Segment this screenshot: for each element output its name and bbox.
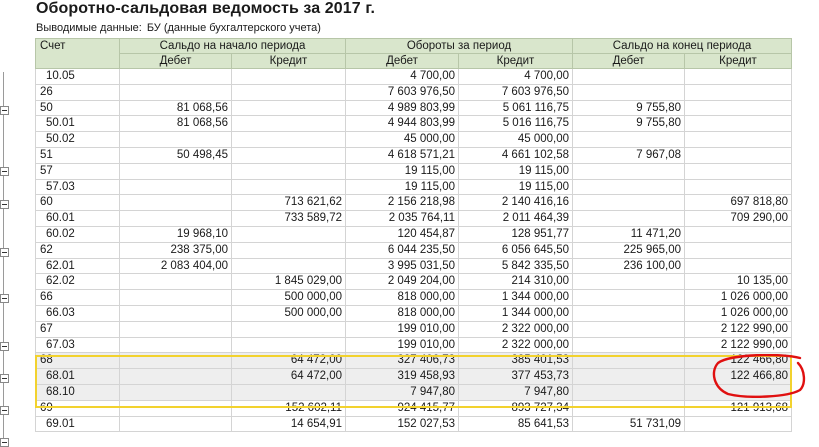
- closing-debit-cell[interactable]: 225 965,00: [573, 243, 685, 259]
- account-cell[interactable]: 57.03: [35, 180, 120, 196]
- turnover-credit-cell[interactable]: 4 661 102,58: [459, 148, 573, 164]
- opening-debit-cell[interactable]: [120, 338, 232, 354]
- opening-debit-cell[interactable]: 81 068,56: [120, 101, 232, 117]
- opening-credit-cell[interactable]: [232, 116, 346, 132]
- turnover-credit-cell[interactable]: 2 011 464,39: [459, 211, 573, 227]
- table-row[interactable]: [35, 417, 792, 433]
- table-row[interactable]: [35, 322, 792, 338]
- closing-credit-cell[interactable]: [685, 243, 792, 259]
- closing-credit-cell[interactable]: [685, 164, 792, 180]
- closing-debit-cell[interactable]: 236 100,00: [573, 259, 685, 275]
- closing-credit-cell[interactable]: [685, 417, 792, 433]
- collapse-60-icon[interactable]: [0, 248, 9, 257]
- closing-credit-cell[interactable]: 697 818,80: [685, 195, 792, 211]
- col-opening-debit-header[interactable]: Дебет: [120, 54, 232, 69]
- table-row[interactable]: [35, 243, 792, 259]
- col-opening-balance-header[interactable]: Сальдо на начало периода: [120, 38, 346, 54]
- turnover-credit-cell[interactable]: 2 322 000,00: [459, 322, 573, 338]
- account-cell[interactable]: 69: [35, 401, 120, 417]
- turnover-credit-cell[interactable]: 5 061 116,75: [459, 101, 573, 117]
- turnover-debit-cell[interactable]: 120 454,87: [346, 227, 459, 243]
- closing-debit-cell[interactable]: 9 755,80: [573, 101, 685, 117]
- closing-debit-cell[interactable]: 9 755,80: [573, 116, 685, 132]
- turnover-debit-cell[interactable]: 7 947,80: [346, 385, 459, 401]
- opening-credit-cell[interactable]: 64 472,00: [232, 369, 346, 385]
- table-row[interactable]: [35, 306, 792, 322]
- opening-credit-cell[interactable]: 14 654,91: [232, 417, 346, 433]
- turnover-debit-cell[interactable]: 19 115,00: [346, 180, 459, 196]
- turnover-debit-cell[interactable]: 2 035 764,11: [346, 211, 459, 227]
- turnover-debit-cell[interactable]: 2 156 218,98: [346, 195, 459, 211]
- turnover-debit-cell[interactable]: 4 618 571,21: [346, 148, 459, 164]
- turnover-credit-cell[interactable]: 45 000,00: [459, 132, 573, 148]
- closing-credit-cell[interactable]: [685, 101, 792, 117]
- closing-debit-cell[interactable]: [573, 338, 685, 354]
- turnover-debit-cell[interactable]: 4 700,00: [346, 69, 459, 85]
- collapse-51-icon[interactable]: [0, 167, 9, 176]
- opening-debit-cell[interactable]: [120, 322, 232, 338]
- collapse-57-icon[interactable]: [0, 200, 9, 209]
- turnover-credit-cell[interactable]: 7 947,80: [459, 385, 573, 401]
- closing-credit-cell[interactable]: 1 026 000,00: [685, 290, 792, 306]
- closing-credit-cell[interactable]: 122 466,80: [685, 353, 792, 369]
- table-row[interactable]: [35, 116, 792, 132]
- account-cell[interactable]: 62.02: [35, 274, 120, 290]
- opening-debit-cell[interactable]: [120, 164, 232, 180]
- collapse-62-icon[interactable]: [0, 294, 9, 303]
- turnover-debit-cell[interactable]: 19 115,00: [346, 164, 459, 180]
- closing-credit-cell[interactable]: 2 122 990,00: [685, 338, 792, 354]
- opening-credit-cell[interactable]: [232, 148, 346, 164]
- collapse-68-icon[interactable]: [0, 406, 9, 415]
- closing-credit-cell[interactable]: 709 290,00: [685, 211, 792, 227]
- closing-debit-cell[interactable]: [573, 274, 685, 290]
- account-cell[interactable]: 69.01: [35, 417, 120, 433]
- closing-debit-cell[interactable]: 51 731,09: [573, 417, 685, 433]
- account-cell[interactable]: 51: [35, 148, 120, 164]
- closing-credit-cell[interactable]: 122 466,80: [685, 369, 792, 385]
- opening-credit-cell[interactable]: 64 472,00: [232, 353, 346, 369]
- turnover-debit-cell[interactable]: 6 044 235,50: [346, 243, 459, 259]
- opening-credit-cell[interactable]: [232, 85, 346, 101]
- account-cell[interactable]: 62.01: [35, 259, 120, 275]
- turnover-debit-cell[interactable]: 818 000,00: [346, 290, 459, 306]
- report-title: Оборотно-сальдовая ведомость за 2017 г.: [36, 0, 376, 17]
- opening-debit-cell[interactable]: 81 068,56: [120, 116, 232, 132]
- account-cell[interactable]: 60: [35, 195, 120, 211]
- turnover-debit-cell[interactable]: 3 995 031,50: [346, 259, 459, 275]
- turnover-credit-cell[interactable]: 2 140 416,16: [459, 195, 573, 211]
- turnover-debit-cell[interactable]: 924 415,77: [346, 401, 459, 417]
- closing-debit-cell[interactable]: 7 967,08: [573, 148, 685, 164]
- account-cell[interactable]: 50.02: [35, 132, 120, 148]
- account-cell[interactable]: 10.05: [35, 69, 120, 85]
- closing-debit-cell[interactable]: [573, 322, 685, 338]
- turnover-credit-cell[interactable]: 7 603 976,50: [459, 85, 573, 101]
- table-row[interactable]: [35, 259, 792, 275]
- closing-credit-cell[interactable]: [685, 132, 792, 148]
- turnover-debit-cell[interactable]: 7 603 976,50: [346, 85, 459, 101]
- closing-credit-cell[interactable]: [685, 259, 792, 275]
- tree-outline: [0, 72, 16, 443]
- closing-credit-cell[interactable]: [685, 148, 792, 164]
- opening-credit-cell[interactable]: [232, 322, 346, 338]
- output-data-label: Выводимые данные:: [36, 22, 142, 34]
- table-row[interactable]: [35, 148, 792, 164]
- turnover-debit-cell[interactable]: 327 406,73: [346, 353, 459, 369]
- account-cell[interactable]: 68: [35, 353, 120, 369]
- opening-credit-cell[interactable]: 1 845 029,00: [232, 274, 346, 290]
- closing-debit-cell[interactable]: [573, 195, 685, 211]
- turnover-credit-cell[interactable]: 1 344 000,00: [459, 290, 573, 306]
- opening-debit-cell[interactable]: [120, 306, 232, 322]
- account-cell[interactable]: 26: [35, 85, 120, 101]
- opening-debit-cell[interactable]: [120, 417, 232, 433]
- col-turnover-header[interactable]: Обороты за период: [346, 38, 573, 54]
- opening-credit-cell[interactable]: 500 000,00: [232, 290, 346, 306]
- opening-credit-cell[interactable]: [232, 180, 346, 196]
- account-cell[interactable]: 68.10: [35, 385, 120, 401]
- table-row[interactable]: [35, 227, 792, 243]
- closing-credit-cell[interactable]: 2 122 990,00: [685, 322, 792, 338]
- closing-credit-cell[interactable]: [685, 69, 792, 85]
- output-data-value[interactable]: БУ (данные бухгалтерского учета): [146, 22, 321, 34]
- closing-credit-cell[interactable]: [685, 85, 792, 101]
- opening-credit-cell[interactable]: [232, 259, 346, 275]
- turnover-credit-cell[interactable]: 377 453,73: [459, 369, 573, 385]
- opening-debit-cell[interactable]: [120, 69, 232, 85]
- account-cell[interactable]: 67: [35, 322, 120, 338]
- turnover-debit-cell[interactable]: 319 458,93: [346, 369, 459, 385]
- opening-debit-cell[interactable]: [120, 180, 232, 196]
- opening-credit-cell[interactable]: [232, 132, 346, 148]
- turnover-credit-cell[interactable]: 1 344 000,00: [459, 306, 573, 322]
- turnover-debit-cell[interactable]: 4 989 803,99: [346, 101, 459, 117]
- opening-credit-cell[interactable]: 152 602,11: [232, 401, 346, 417]
- table-row[interactable]: [35, 338, 792, 354]
- table-row[interactable]: [35, 85, 792, 101]
- collapse-66-icon[interactable]: [0, 342, 9, 351]
- closing-credit-cell[interactable]: 1 026 000,00: [685, 306, 792, 322]
- table-row[interactable]: [35, 195, 792, 211]
- closing-debit-cell[interactable]: [573, 85, 685, 101]
- turnover-credit-cell[interactable]: 893 727,34: [459, 401, 573, 417]
- col-account-header-cont: [35, 54, 120, 69]
- opening-credit-cell[interactable]: [232, 164, 346, 180]
- header-row-1: [35, 38, 792, 54]
- turnover-credit-cell[interactable]: 19 115,00: [459, 180, 573, 196]
- turnover-debit-cell[interactable]: 2 049 204,00: [346, 274, 459, 290]
- opening-debit-cell[interactable]: 2 083 404,00: [120, 259, 232, 275]
- turnover-credit-cell[interactable]: 5 842 335,50: [459, 259, 573, 275]
- col-closing-debit-header[interactable]: Дебет: [573, 54, 685, 69]
- account-cell[interactable]: 57: [35, 164, 120, 180]
- col-account-header[interactable]: Счет: [35, 38, 120, 54]
- opening-debit-cell[interactable]: 238 375,00: [120, 243, 232, 259]
- opening-debit-cell[interactable]: [120, 132, 232, 148]
- turnover-debit-cell[interactable]: 45 000,00: [346, 132, 459, 148]
- opening-credit-cell[interactable]: [232, 69, 346, 85]
- turnover-debit-cell[interactable]: 818 000,00: [346, 306, 459, 322]
- table-row[interactable]: [35, 132, 792, 148]
- opening-debit-cell[interactable]: [120, 274, 232, 290]
- table-row[interactable]: [35, 164, 792, 180]
- opening-debit-cell[interactable]: [120, 290, 232, 306]
- opening-debit-cell[interactable]: [120, 85, 232, 101]
- opening-credit-cell[interactable]: 500 000,00: [232, 306, 346, 322]
- closing-debit-cell[interactable]: [573, 69, 685, 85]
- turnover-credit-cell[interactable]: 385 401,53: [459, 353, 573, 369]
- turnover-credit-cell[interactable]: 6 056 645,50: [459, 243, 573, 259]
- closing-credit-cell[interactable]: 121 913,68: [685, 401, 792, 417]
- turnover-debit-cell[interactable]: 152 027,53: [346, 417, 459, 433]
- header-row-2: [35, 54, 792, 69]
- turnover-debit-cell[interactable]: 199 010,00: [346, 338, 459, 354]
- turnover-credit-cell[interactable]: 2 322 000,00: [459, 338, 573, 354]
- col-turnover-credit-header[interactable]: Кредит: [459, 54, 573, 69]
- closing-debit-cell[interactable]: 11 471,20: [573, 227, 685, 243]
- closing-credit-cell[interactable]: [685, 227, 792, 243]
- account-cell[interactable]: 66: [35, 290, 120, 306]
- opening-credit-cell[interactable]: [232, 227, 346, 243]
- closing-credit-cell[interactable]: [685, 116, 792, 132]
- col-opening-credit-header[interactable]: Кредит: [232, 54, 346, 69]
- table-row[interactable]: [35, 101, 792, 117]
- collapse-67-icon[interactable]: [0, 374, 9, 383]
- opening-debit-cell[interactable]: [120, 195, 232, 211]
- col-turnover-debit-header[interactable]: Дебет: [346, 54, 459, 69]
- opening-credit-cell[interactable]: [232, 101, 346, 117]
- col-closing-credit-header[interactable]: Кредит: [685, 54, 792, 69]
- collapse-50-icon[interactable]: [0, 106, 9, 115]
- opening-credit-cell[interactable]: 713 621,62: [232, 195, 346, 211]
- closing-credit-cell[interactable]: [685, 180, 792, 196]
- turnover-credit-cell[interactable]: 5 016 116,75: [459, 116, 573, 132]
- account-cell[interactable]: 60.02: [35, 227, 120, 243]
- red-circle-annotation: [712, 354, 806, 398]
- table-row[interactable]: [35, 290, 792, 306]
- tree-line: [3, 72, 4, 443]
- table-row[interactable]: [35, 69, 792, 85]
- turnover-credit-cell[interactable]: 19 115,00: [459, 164, 573, 180]
- opening-credit-cell[interactable]: [232, 338, 346, 354]
- turnover-credit-cell[interactable]: 4 700,00: [459, 69, 573, 85]
- closing-credit-cell[interactable]: 10 135,00: [685, 274, 792, 290]
- highlight-rows-68: [35, 355, 792, 408]
- table-row[interactable]: [35, 274, 792, 290]
- opening-debit-cell[interactable]: [120, 211, 232, 227]
- turnover-credit-cell[interactable]: 85 641,53: [459, 417, 573, 433]
- account-cell[interactable]: 60.01: [35, 211, 120, 227]
- account-cell[interactable]: 50: [35, 101, 120, 117]
- closing-debit-cell[interactable]: [573, 180, 685, 196]
- turnover-debit-cell[interactable]: 4 944 803,99: [346, 116, 459, 132]
- turnover-debit-cell[interactable]: 199 010,00: [346, 322, 459, 338]
- table-row[interactable]: [35, 211, 792, 227]
- turnover-credit-cell[interactable]: 214 310,00: [459, 274, 573, 290]
- account-cell[interactable]: 62: [35, 243, 120, 259]
- account-cell[interactable]: 66.03: [35, 306, 120, 322]
- closing-debit-cell[interactable]: [573, 211, 685, 227]
- opening-debit-cell[interactable]: 19 968,10: [120, 227, 232, 243]
- turnover-credit-cell[interactable]: 128 951,77: [459, 227, 573, 243]
- closing-debit-cell[interactable]: [573, 290, 685, 306]
- opening-debit-cell[interactable]: 50 498,45: [120, 148, 232, 164]
- output-data-line: [36, 22, 321, 34]
- account-cell[interactable]: 50.01: [35, 116, 120, 132]
- account-cell[interactable]: 68.01: [35, 369, 120, 385]
- opening-credit-cell[interactable]: [232, 243, 346, 259]
- opening-credit-cell[interactable]: 733 589,72: [232, 211, 346, 227]
- closing-debit-cell[interactable]: [573, 132, 685, 148]
- account-cell[interactable]: 67.03: [35, 338, 120, 354]
- closing-debit-cell[interactable]: [573, 164, 685, 180]
- col-closing-balance-header[interactable]: Сальдо на конец периода: [573, 38, 792, 54]
- closing-debit-cell[interactable]: [573, 306, 685, 322]
- table-row[interactable]: [35, 180, 792, 196]
